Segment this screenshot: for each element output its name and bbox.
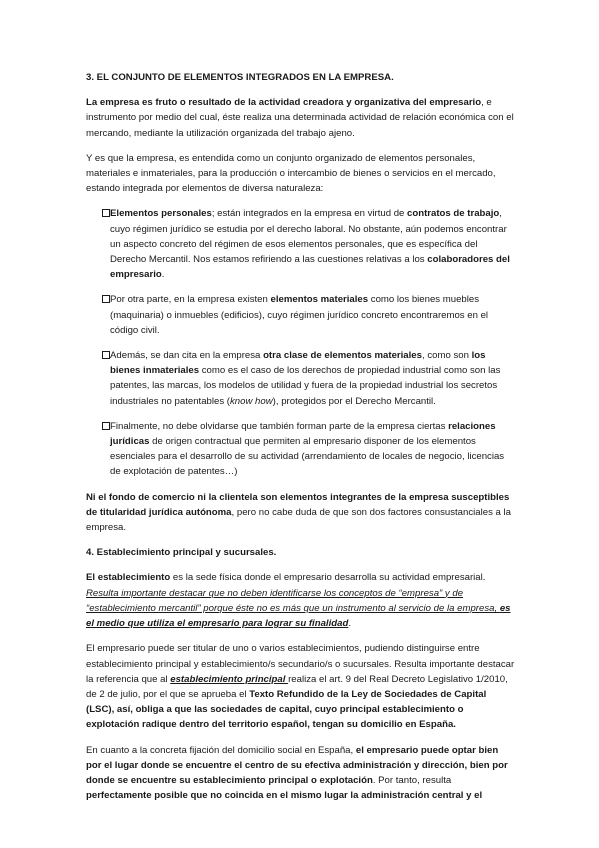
paragraph-conjunto: Y es que la empresa, es entendida como un conjunto organizado de elementos personales, materiales e inmateriales, para la producción o intercambio de bienes o servicios en el mercado, estando integrada por elementos de diversa naturaleza: (86, 152, 496, 195)
section-4-heading: 4. Establecimiento principal y sucursales. (86, 547, 277, 559)
paragraph-establecimiento: El establecimiento es la sede física donde el empresario desarrolla su actividad empresarial. Resulta importante destacar que no deben identificarse los conceptos de “empresa” y de “establecimiento mercantil” porque éste no es más que un instrumento al servicio de la empresa, es el medio que utiliza el empresario para lograr su finalidad. (86, 572, 511, 630)
list-item-personales: Elementos personales; están integrados en la empresa en virtud de contratos de trabajo, cuyo régimen jurídico se estudia por el derecho laboral. No obstante, aún podemos encontrar un aspecto concreto del régimen de esos elementos personales, que es específica del Derecho Mercantil. Nos estamos refiriendo a las cuestiones relativas a los colaboradores del empresario. (86, 206, 516, 282)
checkbox-bullet-icon (102, 209, 110, 217)
checkbox-bullet-icon (102, 422, 110, 430)
section-3-heading: 3. EL CONJUNTO DE ELEMENTOS INTEGRADOS EN LA EMPRESA. (86, 72, 394, 83)
checkbox-bullet-icon (102, 351, 110, 359)
checkbox-bullet-icon (102, 295, 110, 303)
document-body (86, 70, 516, 813)
paragraph-domicilio: En cuanto a la concreta fijación del domicilio social en España, el empresario puede optar bien por el lugar donde se encuentre el centro de su efectiva administración y dirección, bien por donde se encuentre su establecimiento principal o explotación. Por tanto, resulta perfectamente posible que no coincida en el mismo lugar la administración central y el (86, 744, 508, 802)
list-item-inmateriales: Además, se dan cita en la empresa otra clase de elementos materiales, como son los bienes inmateriales como es el caso de los derechos de propiedad industrial como son las patentes, las marcas, los modelos de utilidad y fuera de la propiedad industrial los secretos industriales no patentables (know how), protegidos por el Derecho Mercantil. (86, 348, 516, 409)
list-item-relaciones: Finalmente, no debe olvidarse que también forman parte de la empresa ciertas relaciones jurídicas de origen contractual que permiten al empresario disponer de los elementos esenciales para el desarrollo de su actividad (arrendamiento de locales de negocio, licencias de explotación de patentes…) (86, 419, 516, 480)
paragraph-fondo-comercio: Ni el fondo de comercio ni la clientela son elementos integrantes de la empresa susceptibles de titularidad jurídica autónoma, pero no cabe duda de que son dos factores consustanciales a la empresa. (86, 491, 512, 534)
paragraph-empresa: La empresa es fruto o resultado de la actividad creadora y organizativa del empresario, e instrumento por medio del cual, éste realiza una determinada actividad de relación económica con el mercando, mediante la utilización organizada del trabajo ajeno. (86, 97, 514, 139)
paragraph-titular: El empresario puede ser titular de uno o varios establecimientos, pudiendo distinguirse entre establecimiento principal y establecimiento/s secundario/s o sucursales. Resulta importante destacar la referencia que al establecimiento principal realiza el art. 9 del Real Decreto Legislativo 1/2010, de 2 de julio, por el que se aprueba el Texto Refundido de la Ley de Sociedades de Capital (LSC), así, obliga a que las sociedades de capital, cuyo principal establecimiento o explotación radique dentro del territorio español, tengan su domicilio en España. (86, 643, 515, 731)
list-item-materiales: Por otra parte, en la empresa existen elementos materiales como los bienes muebles (maquinaria) o inmuebles (edificios), cuyo régimen jurídico concreto encontraremos en el código civil. (86, 292, 516, 338)
